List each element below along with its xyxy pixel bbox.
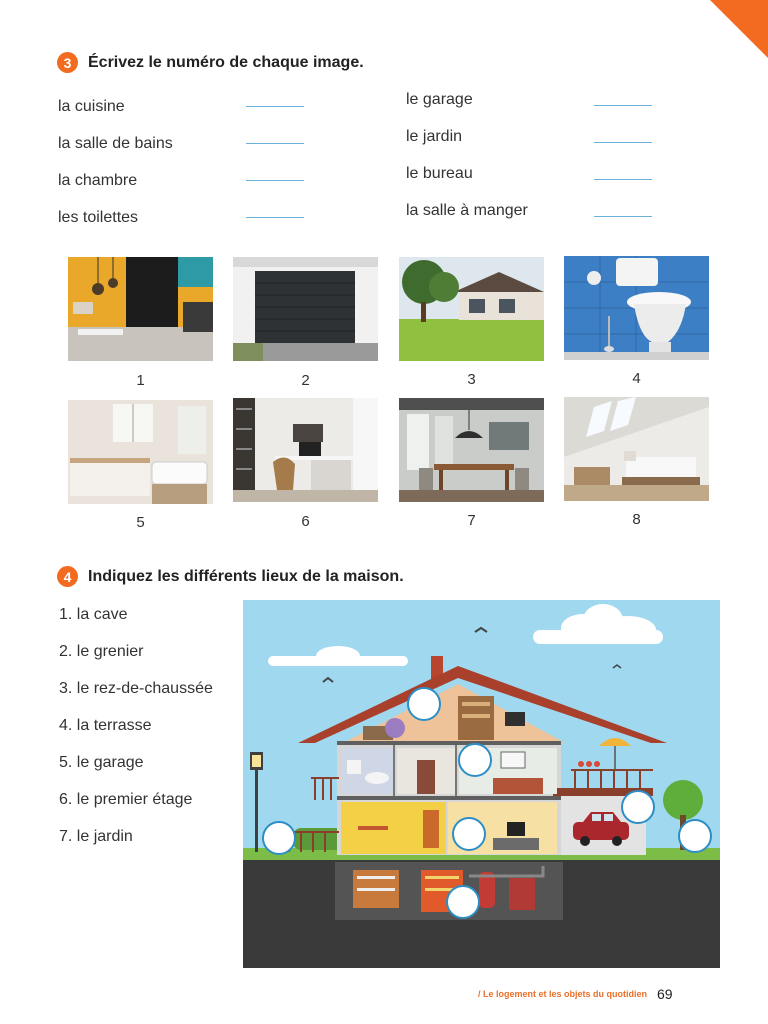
vocab-item <box>58 162 173 199</box>
house-illustration <box>243 600 720 968</box>
chapter-title: / Le logement et les objets du quotidien <box>478 989 648 999</box>
photo-kitchen <box>68 257 213 361</box>
corner-tab <box>710 0 768 58</box>
page-footer <box>478 986 673 1002</box>
exercise-3-number: 3 <box>57 52 78 73</box>
answer-blank[interactable] <box>594 179 652 180</box>
list-item: 7. le jardin <box>59 827 133 845</box>
answer-blank[interactable] <box>246 143 304 144</box>
photo-caption: 3 <box>467 371 476 388</box>
exercise-3-heading <box>57 52 364 73</box>
list-item: 2. le grenier <box>59 642 144 660</box>
vocab-label: la cuisine <box>58 97 125 115</box>
photo-office <box>233 398 378 502</box>
answer-blank[interactable] <box>594 142 652 143</box>
photo-bathroom <box>68 400 213 504</box>
exercise-4-number: 4 <box>57 566 78 587</box>
vocab-item <box>406 81 528 118</box>
vocab-label: la salle à manger <box>406 201 528 219</box>
photo-caption: 7 <box>467 512 476 529</box>
page-number: 69 <box>657 986 673 1002</box>
vocab-label: la salle de bains <box>58 134 173 152</box>
answer-blank[interactable] <box>246 106 304 107</box>
vocab-list-left <box>58 88 173 236</box>
vocab-item <box>406 192 528 229</box>
vocab-item <box>406 118 528 155</box>
answer-blank[interactable] <box>246 180 304 181</box>
photo-caption: 2 <box>301 372 310 389</box>
photo-caption: 5 <box>136 514 145 531</box>
vocab-label: le jardin <box>406 127 463 145</box>
vocab-label: la chambre <box>58 171 138 189</box>
vocab-item <box>58 88 173 125</box>
list-item: 3. le rez-de-chaussée <box>59 679 213 697</box>
photo-garden <box>399 257 544 361</box>
photo-toilet <box>564 256 709 360</box>
vocab-item <box>58 125 173 162</box>
list-item: 4. la terrasse <box>59 716 152 734</box>
photo-bedroom <box>564 397 709 501</box>
exercise-4-title: Indiquez les différents lieux de la maison. <box>88 567 404 585</box>
vocab-label: le bureau <box>406 164 473 182</box>
answer-blank[interactable] <box>594 105 652 106</box>
photo-caption: 6 <box>301 513 310 530</box>
answer-blank[interactable] <box>594 216 652 217</box>
exercise-4-heading <box>57 566 404 587</box>
vocab-label: les toilettes <box>58 208 139 226</box>
places-list <box>59 596 213 855</box>
photo-caption: 8 <box>632 511 641 528</box>
photo-caption: 4 <box>632 370 641 387</box>
photo-dining-room <box>399 398 544 502</box>
list-item: 5. le garage <box>59 753 144 771</box>
list-item: 1. la cave <box>59 605 128 623</box>
vocab-item <box>58 199 173 236</box>
photo-garage <box>233 257 378 361</box>
vocab-label: le garage <box>406 90 473 108</box>
answer-blank[interactable] <box>246 217 304 218</box>
vocab-item <box>406 155 528 192</box>
list-item: 6. le premier étage <box>59 790 193 808</box>
photo-caption: 1 <box>136 372 145 389</box>
vocab-list-right <box>406 81 528 229</box>
exercise-3-title: Écrivez le numéro de chaque image. <box>88 53 364 71</box>
